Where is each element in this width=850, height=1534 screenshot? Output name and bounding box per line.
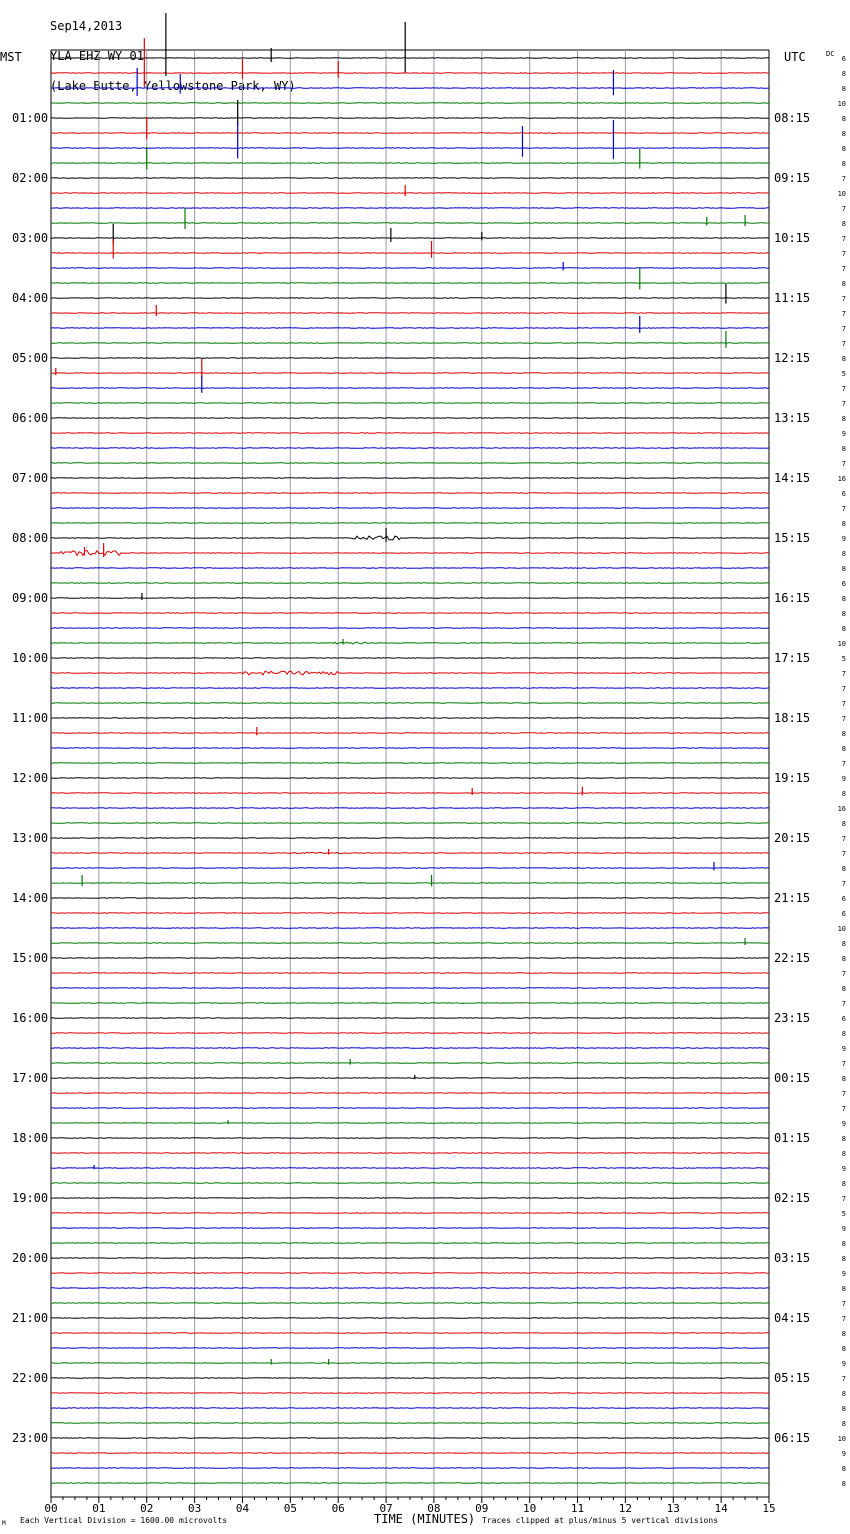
dc-offset-value: 10 [837,925,846,933]
trace-row [51,148,769,149]
left-hour-label: 23:00 [12,1431,49,1445]
trace-row [51,448,769,449]
dc-offset-value: 8 [841,1030,846,1038]
dc-offset-value: 8 [841,520,846,528]
right-hour-label: 09:15 [774,171,811,185]
trace-row [51,388,769,389]
right-hour-label: 12:15 [774,351,811,365]
trace-row [51,373,769,374]
trace-row [51,1303,769,1304]
left-hour-label: 07:00 [12,471,49,485]
dc-offset-value: 7 [841,1105,846,1113]
trace-row [51,1408,769,1409]
trace-row [51,283,769,284]
dc-offset-value: 8 [841,565,846,573]
dc-offset-value: 8 [841,1465,846,1473]
left-hour-label: 16:00 [12,1011,49,1025]
right-hour-label: 10:15 [774,231,811,245]
left-hour-label: 09:00 [12,591,49,605]
right-hour-label: 17:15 [774,651,811,665]
dc-offset-value: 6 [841,895,846,903]
dc-offset-value: 8 [841,865,846,873]
dc-offset-value: 8 [841,1480,846,1488]
trace-row [51,628,769,629]
right-hour-label: 06:15 [774,1431,811,1445]
trace-row [51,343,769,344]
x-tick-label: 12 [618,1502,633,1515]
dc-offset-value: 6 [841,910,846,918]
trace-row [51,1078,769,1079]
trace-row [51,268,769,269]
left-hour-label: 04:00 [12,291,49,305]
x-tick-label: 11 [570,1502,585,1515]
trace-row [51,658,769,659]
dc-offset-value: 7 [841,385,846,393]
dc-offset-value: 8 [841,1240,846,1248]
dc-offset-value: 7 [841,310,846,318]
dc-offset-value: 7 [841,685,846,693]
right-hour-label: 15:15 [774,531,811,545]
dc-offset-value: 8 [841,730,846,738]
trace-row [51,988,769,989]
dc-offset-value: 8 [841,145,846,153]
left-hour-label: 15:00 [12,951,49,965]
dc-offset-value: 8 [841,415,846,423]
trace-row [51,1468,769,1469]
dc-offset-value: 7 [841,1060,846,1068]
x-tick-label: 13 [666,1502,680,1515]
trace-row [51,568,769,569]
left-hour-label: 13:00 [12,831,49,845]
x-tick-label: 09 [475,1502,489,1515]
trace-row [51,898,769,899]
dc-offset-value: 16 [837,805,846,813]
dc-offset-value: 5 [841,370,846,378]
dc-offset-value: 6 [841,55,846,63]
dc-offset-value: 8 [841,955,846,963]
trace-row [51,1378,769,1379]
dc-offset-value: 7 [841,1090,846,1098]
x-tick-label: 02 [140,1502,154,1515]
left-hour-label: 11:00 [12,711,49,725]
x-tick-label: 14 [714,1502,728,1515]
dc-offset-value: 7 [841,325,846,333]
trace-row [51,718,769,719]
dc-offset-value: 7 [841,205,846,213]
dc-offset-value: 10 [837,1435,846,1443]
trace-row [51,1183,769,1184]
right-hour-label: 14:15 [774,471,811,485]
dc-offset-value: 8 [841,70,846,78]
trace-row [51,253,769,254]
trace-row [51,748,769,749]
dc-offset-value: 8 [841,1255,846,1263]
dc-offset-value: 8 [841,1330,846,1338]
dc-offset-value: 8 [841,1405,846,1413]
right-hour-label: 03:15 [774,1251,811,1265]
trace-row [51,688,769,689]
trace-row [51,551,769,556]
right-timezone-label: UTC [784,50,806,64]
trace-row [51,418,769,419]
dc-offset-value: 8 [841,745,846,753]
trace-row [51,1363,769,1364]
right-hour-label: 19:15 [774,771,811,785]
dc-offset-value: 9 [841,775,846,783]
trace-row [51,403,769,404]
x-tick-label: 00 [44,1502,58,1515]
trace-row [51,298,769,299]
scale-note: Each Vertical Division = 1600.00 microvolts [20,1516,228,1525]
dc-offset-value: 8 [841,820,846,828]
trace-row [51,598,769,599]
trace-row [51,163,769,164]
trace-row [51,823,769,824]
trace-row [51,463,769,464]
trace-row [51,1333,769,1334]
trace-row [51,1393,769,1394]
right-hour-label: 04:15 [774,1311,811,1325]
left-hour-label: 18:00 [12,1131,49,1145]
trace-row [51,583,769,584]
dc-offset-value: 8 [841,115,846,123]
trace-row [51,763,769,764]
trace-row [51,1483,769,1484]
trace-row [51,1228,769,1229]
trace-row [51,778,769,779]
right-hour-label: 11:15 [774,291,811,305]
trace-row [51,1018,769,1019]
left-hour-label: 14:00 [12,891,49,905]
trace-row [51,671,769,675]
left-hour-label: 08:00 [12,531,49,545]
dc-offset-value: 8 [841,160,846,168]
dc-offset-value: 5 [841,1210,846,1218]
trace-row [51,793,769,794]
dc-offset-value: 7 [841,700,846,708]
trace-row [51,1063,769,1064]
trace-row [51,478,769,479]
dc-offset-value: 8 [841,280,846,288]
dc-offset-value: 10 [837,190,846,198]
left-hour-label: 06:00 [12,411,49,425]
dc-offset-value: 8 [841,1180,846,1188]
trace-row [51,642,769,644]
dc-offset-value: 7 [841,835,846,843]
trace-row [51,1003,769,1004]
trace-row [51,1153,769,1154]
left-hour-label: 21:00 [12,1311,49,1325]
trace-row [51,808,769,809]
trace-row [51,1198,769,1199]
dc-offset-value: 9 [841,1045,846,1053]
trace-row [51,1243,769,1244]
chart-location: (Lake Butte, Yellowstone Park, WY) [50,79,296,93]
right-hour-label: 05:15 [774,1371,811,1385]
trace-row [51,1318,769,1319]
trace-row [51,523,769,524]
trace-row [51,1138,769,1139]
dc-offset-value: 9 [841,1270,846,1278]
footer-mark: M [2,1520,6,1527]
trace-row [51,1093,769,1094]
dc-offset-value: 7 [841,400,846,408]
dc-offset-value: 10 [837,100,846,108]
dc-offset-value: 7 [841,1000,846,1008]
dc-offset-value: 8 [841,220,846,228]
dc-offset-value: 7 [841,760,846,768]
trace-row [51,913,769,914]
dc-offset-value: 6 [841,490,846,498]
dc-offset-value: 8 [841,790,846,798]
left-timezone-label: MST [0,50,22,64]
trace-row [51,58,769,59]
dc-offset-value: 9 [841,1450,846,1458]
left-hour-label: 02:00 [12,171,49,185]
x-tick-label: 08 [427,1502,441,1515]
dc-offset-value: 8 [841,85,846,93]
dc-offset-value: 8 [841,1135,846,1143]
minute-grid [51,50,769,1497]
trace-row [51,883,769,884]
chart-date: Sep14,2013 [50,19,123,33]
left-hour-label: 22:00 [12,1371,49,1385]
right-hour-label: 16:15 [774,591,811,605]
dc-offset-value: 7 [841,340,846,348]
trace-row [51,118,769,119]
dc-offset-value: 7 [841,1195,846,1203]
trace-row [51,1348,769,1349]
right-hour-label: 18:15 [774,711,811,725]
trace-row [51,223,769,224]
right-hour-label: 02:15 [774,1191,811,1205]
dc-offset-value: 7 [841,880,846,888]
trace-row [51,733,769,734]
dc-offset-value: 9 [841,1360,846,1368]
left-hour-label: 17:00 [12,1071,49,1085]
dc-offset-value: 8 [841,1390,846,1398]
dc-offset-value: 8 [841,130,846,138]
right-hour-label: 20:15 [774,831,811,845]
left-hour-label: 03:00 [12,231,49,245]
dc-offset-value: 8 [841,625,846,633]
trace-row [51,208,769,209]
seismic-events [56,13,745,1365]
x-tick-label: 07 [379,1502,393,1515]
left-hour-label: 10:00 [12,651,49,665]
dc-offset-value: 7 [841,1315,846,1323]
chart-station: YLA EHZ WY 01 [50,49,144,63]
dc-offset-value: 9 [841,430,846,438]
trace-row [51,958,769,959]
dc-offset-value: 8 [841,610,846,618]
x-tick-label: 04 [235,1502,250,1515]
trace-row [51,1048,769,1049]
trace-row [51,73,769,74]
right-hour-label: 08:15 [774,111,811,125]
dc-offset-value: 8 [841,940,846,948]
left-hour-label: 05:00 [12,351,49,365]
trace-row [51,1273,769,1274]
trace-row [51,852,769,853]
trace-row [51,1258,769,1259]
trace-row [51,1438,769,1439]
trace-row [51,328,769,329]
trace-row [51,433,769,434]
left-hour-label: 12:00 [12,771,49,785]
dc-offset-value: 7 [841,265,846,273]
trace-row [51,193,769,194]
trace-row [51,973,769,974]
dc-offset-value: 9 [841,1165,846,1173]
dc-offset-value: 7 [841,1300,846,1308]
dc-offset-value: 7 [841,850,846,858]
left-hour-label: 19:00 [12,1191,49,1205]
x-axis-title: TIME (MINUTES) [374,1512,476,1526]
dc-offset-value: 6 [841,580,846,588]
dc-offset-value: 8 [841,550,846,558]
dc-offset-value: 10 [837,640,846,648]
dc-offset-value: 9 [841,535,846,543]
trace-row [51,613,769,614]
trace-row [51,1453,769,1454]
right-hour-label: 13:15 [774,411,811,425]
dc-offset-value: 5 [841,655,846,663]
trace-row [51,238,769,239]
trace-row [51,313,769,314]
x-tick-label: 01 [92,1502,106,1515]
right-hour-label: 00:15 [774,1071,811,1085]
seismic-traces [51,58,769,1484]
trace-row [51,358,769,359]
trace-row [51,103,769,104]
trace-row [51,943,769,944]
dc-offset-value: 7 [841,295,846,303]
right-hour-label: 22:15 [774,951,811,965]
dc-offset-value: 7 [841,1375,846,1383]
dc-offset-value: 8 [841,445,846,453]
dc-offset-value: 16 [837,475,846,483]
trace-row [51,1423,769,1424]
dc-offset-value: 7 [841,505,846,513]
trace-row [51,928,769,929]
trace-row [51,133,769,134]
dc-offset-value: 6 [841,1015,846,1023]
dc-label: DC [826,50,835,58]
dc-offset-value: 8 [841,1150,846,1158]
dc-offset-value: 8 [841,985,846,993]
dc-offset-value: 8 [841,1345,846,1353]
dc-offset-value: 8 [841,1420,846,1428]
trace-row [51,1033,769,1034]
dc-offset-value: 8 [841,1285,846,1293]
x-tick-label: 06 [331,1502,345,1515]
x-tick-label: 10 [523,1502,537,1515]
dc-offset-value: 9 [841,1225,846,1233]
dc-offset-value: 7 [841,175,846,183]
x-tick-label: 15 [762,1502,776,1515]
dc-offset-value: 7 [841,235,846,243]
trace-row [51,838,769,839]
trace-row [51,1213,769,1214]
trace-row [51,178,769,179]
right-hour-label: 23:15 [774,1011,811,1025]
trace-row [51,1288,769,1289]
trace-row [51,88,769,89]
x-tick-label: 05 [283,1502,297,1515]
trace-row [51,493,769,494]
trace-row [51,868,769,869]
trace-row [51,1123,769,1124]
dc-offset-value: 7 [841,970,846,978]
dc-offset-value: 7 [841,670,846,678]
trace-row [51,536,769,540]
right-hour-label: 01:15 [774,1131,811,1145]
dc-offset-value: 7 [841,715,846,723]
right-hour-label: 21:15 [774,891,811,905]
dc-offset-value: 7 [841,250,846,258]
left-hour-label: 01:00 [12,111,49,125]
trace-row [51,1168,769,1169]
left-hour-label: 20:00 [12,1251,49,1265]
clip-note: Traces clipped at plus/minus 5 vertical divisions [482,1516,719,1525]
dc-offsets [838,55,846,1488]
trace-row [51,703,769,704]
dc-offset-value: 8 [841,595,846,603]
trace-row [51,508,769,509]
dc-offset-value: 8 [841,1075,846,1083]
dc-offset-value: 7 [841,460,846,468]
trace-row [51,1108,769,1109]
dc-offset-value: 9 [841,1120,846,1128]
dc-offset-value: 8 [841,355,846,363]
x-tick-label: 03 [187,1502,202,1515]
